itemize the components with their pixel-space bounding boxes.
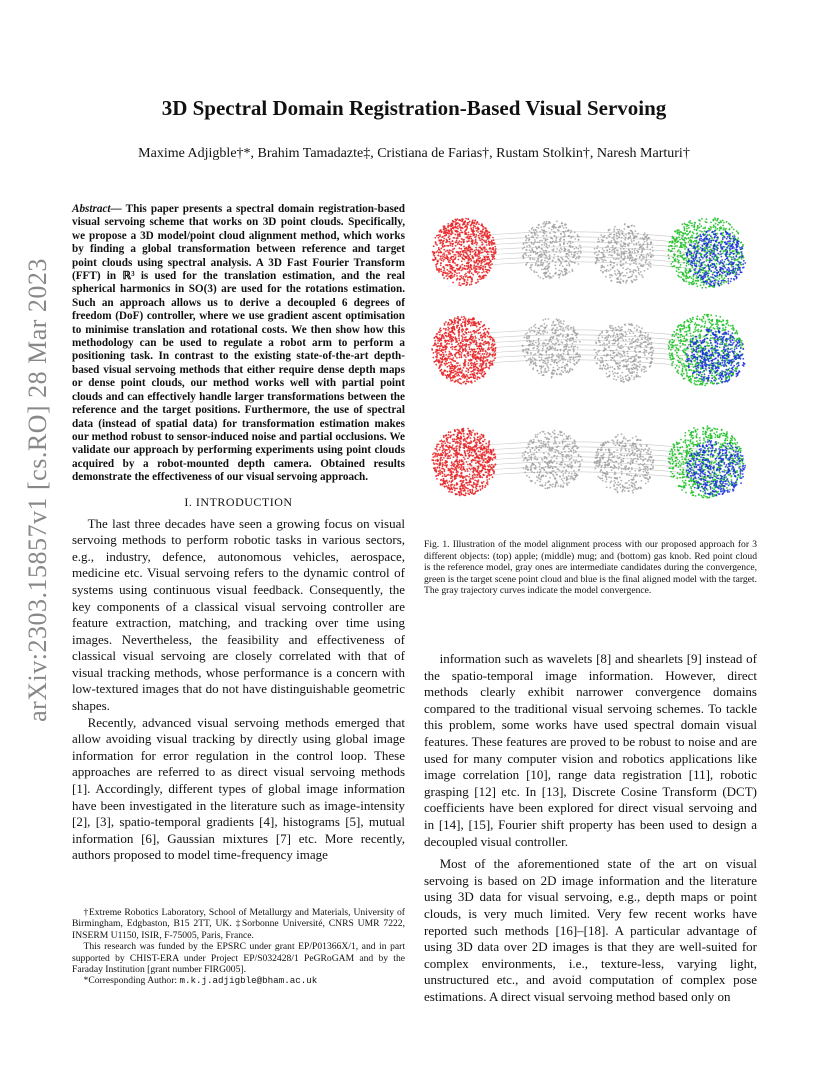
footnote-corresponding: *Corresponding Author: m.k.j.adjigble@bham.ac.uk [83, 975, 318, 987]
intro-paragraph-2: Recently, advanced visual servoing methods emerged that allow avoiding visual tracking by directly using global image information for error regulation in the control loop. These approaches are referred to as direct visual servoing methods [1]. Accordingly, different types of global image information have been investigated in the literature such as image-intensity [2], [3], spatio-temporal gradients [4], histograms [5], mutual information [6], Gaussian mixtures [7] etc. More recently, authors proposed to model time-frequency image [72, 714, 405, 863]
intermediate-cloud-mug-b [594, 323, 655, 383]
paper-title: 3D Spectral Domain Registration-Based Visual Servoing [161, 96, 667, 120]
right-paragraph-2: Most of the aforementioned state of the art on visual servoing is based on 2D image information and the literature using 3D data for visual servoing, e.g., depth maps or point clouds, is very much limited. Very few recent works have reported such methods [16]–[18]. A particular advantage of using 3D data over 2D images is that they are well-suited for complex environments, i.e., texture-less, varying light, unstructured etc., and avoid computation of complex pose estimations. A direct visual servoing method based only on [424, 856, 757, 1004]
abstract [72, 203, 405, 485]
reference-cloud-gas-knob [431, 428, 496, 497]
section-heading-introduction: I. INTRODUCTION [184, 494, 293, 509]
intermediate-cloud-mug-a [521, 318, 581, 379]
figure-1-caption: Fig. 1. Illustration of the model alignment process with our proposed approach for 3 different objects: (top) apple; (middle) mug; and (bottom) gas knob. Red point cloud is the reference model, gray ones are intermediate candidates during the convergence, green is the target scene point cloud and blue is the final aligned model with the target. The gray trajectory curves indicate the model convergence. [424, 539, 757, 597]
right-paragraph-1: information such as wavelets [8] and shearlets [9] instead of the spatio-temporal image information. However, direct methods clearly exhibit narrower convergence domains compared to the traditional visual servoing schemes. To tackle this problem, some works have used spectral domain visual features. These features are proved to be robust to noise and are used for many computer vision and robotics applications like image correlation [10], range data registration [11], robotic grasping [12] etc. In [13], Discrete Cosine Transform (DCT) coefficients have been explored for direct visual servoing and in [14], [15], Fourier shift property has been used to design a decoupled visual controller. [424, 651, 757, 849]
reference-cloud-mug [431, 316, 496, 385]
abstract-label: Abstract [72, 203, 111, 215]
point-cloud-illustration [424, 200, 757, 528]
author-list: Maxime Adjigble†*, Brahim Tamadazte‡, Cristiana de Farias†, Rustam Stolkin†, Naresh Marturi† [138, 146, 690, 161]
target-cloud-mug [668, 314, 744, 387]
intermediate-cloud-gas-knob-a [522, 430, 583, 490]
arxiv-identifier: arXiv:2303.15857v1 [cs.RO] 28 Mar 2023 [23, 258, 52, 722]
left-column [72, 203, 405, 864]
corresponding-email[interactable]: m.k.j.adjigble@bham.ac.uk [179, 975, 318, 987]
intermediate-cloud-apple-a [522, 220, 582, 279]
footnote-funding: This research was funded by the EPSRC under grant EP/P01366X/1, and in part supported by CHIST-ERA under Project EP/S032428/1 PeGRoGAM and by the Faraday Institution [grant number FIRG005]. [72, 941, 405, 976]
figure-1-point-clouds [424, 200, 757, 528]
abstract-text: — This paper presents a spectral domain registration-based visual servoing scheme that works on 3D point clouds. Specifically, we propose a 3D model/point cloud alignment method, which works by finding a global transformation between reference and target point clouds using spectral analysis. A 3D Fast Fourier Transform (FFT) in ℝ³ is used for the translation estimation, and the real spherical harmonics in SO(3) are used for the rotations estimation. Such an approach allows us to derive a decoupled 6 degrees of freedom (DoF) controller, where we use gradient ascent optimisation to minimise translation and rotational costs. We then show how this methodology can be used to regulate a robot arm to perform a positioning task. In contrast to the existing state-of-the-art depth-based visual servoing methods that either require dense depth maps or dense point clouds, our method works well with partial point clouds and can effectively handle larger transformations between the reference and the target positions. Furthermore, the use of spectral data (instead of spatial data) for transformation estimation makes our method robust to sensor-induced noise and partial occlusions. We validate our approach by performing experiments using point clouds acquired by a robot-mounted depth camera. Obtained results demonstrate the effectiveness of our visual servoing approach. [72, 203, 405, 484]
footnotes [72, 907, 405, 987]
right-column [424, 651, 757, 1005]
intro-paragraph-1: The last three decades have seen a growing focus on visual servoing methods to perform robotic tasks in various sectors, e.g., industry, defence, autonomous vehicles, aerospace, medicine etc. Visual servoing refers to the dynamic control of systems using continuous visual feedback. Consequently, the key components of a classical visual servoing controller are feature extraction, matching, and tracking over time using images. Nevertheless, the feasibility and effectiveness of classical visual servoing are closely correlated with that of visual tracking methods, whose performance is a concern with low-textured images that do not have distinguishable geometric shapes. [72, 515, 405, 714]
footnote-affiliation: †Extreme Robotics Laboratory, School of Metallurgy and Materials, University of Birmingham, Edgbaston, B15 2TT, UK. ‡Sorbonne Université, CNRS UMR 7222, INSERM U1150, ISIR, F-75005, Paris, France. [72, 907, 405, 941]
